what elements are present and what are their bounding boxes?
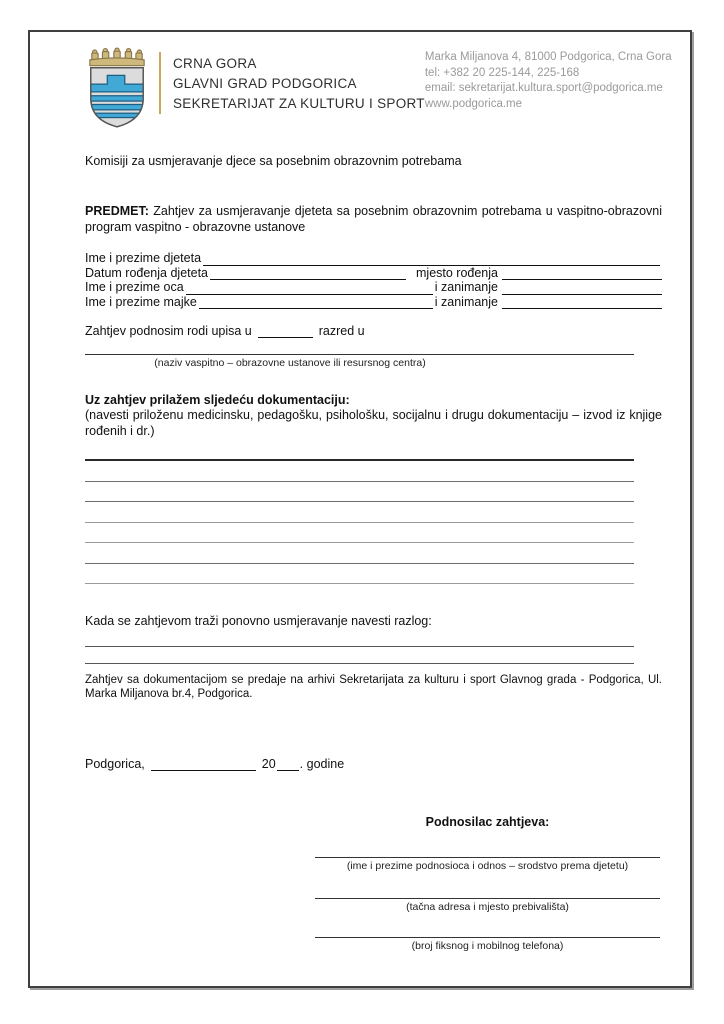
blank-line [85,523,634,544]
signature-block-name [315,857,660,872]
enrollment-text-end: razred u [318,324,365,338]
subject-label: PREDMET: [85,204,149,218]
signature-name-blank [315,857,660,858]
field-row-birth [85,266,662,281]
personal-data-fields [85,251,662,309]
father-name-blank [186,282,433,295]
org-line-country: CRNA GORA [173,56,257,71]
header-divider [159,52,161,114]
signature-phone-caption: (broj fiksnog i mobilnog telefona) [411,940,564,952]
blank-line [85,447,634,461]
documentation-blank-lines [85,447,634,584]
birth-place-label: mjesto rođenja [416,265,498,280]
document-page [28,30,692,988]
child-name-blank [203,253,660,266]
mother-name-blank [199,296,433,309]
contact-phone: tel: +382 20 225-144, 225-168 [424,66,580,79]
signature-area [315,815,660,952]
enrollment-sentence [85,324,662,338]
contact-address: Marka Miljanova 4, 81000 Podgorica, Crna Gora [424,51,672,63]
signature-block-phone [315,937,660,952]
signature-address-blank [315,898,660,899]
signature-name-caption: (ime i prezime podnosioca i odnos – srodstvo prema djetetu) [346,860,629,872]
contact-website: www.podgorica.me [424,97,523,110]
blank-line [85,482,634,503]
date-blank [151,758,256,771]
date-century-label: 20 [261,757,276,771]
father-occupation-label: i zanimanje [434,280,498,294]
org-line-city: GLAVNI GRAD PODGORICA [173,76,357,91]
date-city-label: Podgorica, [85,757,145,771]
signature-address-caption: (tačna adresa i mjesto prebivališta) [406,901,569,913]
mother-name-label: Ime i prezime majke [85,294,197,309]
field-row-child-name [85,251,662,266]
org-line-secretariat: SEKRETARIJAT ZA KULTURU I SPORT [173,96,425,111]
field-row-father [85,280,662,295]
father-occupation-blank [502,282,662,295]
blank-line [85,564,634,585]
birth-date-label: Datum rođenja djeteta [85,265,208,280]
field-row-mother [85,295,662,310]
child-name-label: Ime i prezime djeteta [85,251,202,265]
blank-line [85,630,634,647]
contact-email: email: sekretarijat.kultura.sport@podgorica.me [424,82,663,94]
year-blank [277,758,299,771]
recipient-line: Komisiji za usmjeravanje djece sa posebnim obrazovnim potrebama [85,154,462,168]
father-name-label: Ime i prezime oca [85,280,184,294]
signature-heading: Podnosilac zahtjeva: [425,815,550,829]
mother-occupation-blank [502,296,662,309]
subject-paragraph [85,204,662,235]
date-suffix-label: . godine [299,757,345,771]
documentation-instructions: (navesti priloženu medicinsku, pedagošku, psihološku, socijalnu i drugu dokumentaciju – izvod iz knjige rođenih i dr.) [85,408,662,438]
submission-note: Zahtjev sa dokumentacijom se predaje na arhivi Sekretarijata za kulturu i sport Glavnog grada - Podgorica, Ul. Marka Miljanova br.4, Podgorica. [85,674,662,700]
signature-phone-blank [315,937,660,938]
contact-block [425,50,672,112]
documentation-heading: Uz zahtjev prilažem sljedeću dokumentaciju: [85,393,350,407]
institution-caption: (naziv vaspitno – obrazovne ustanove ili resursnog centra) [154,357,426,369]
blank-line [85,461,634,482]
birth-date-blank [210,267,406,280]
blank-line [85,647,634,664]
enrollment-text-start: Zahtjev podnosim rodi upisa u [85,324,252,338]
signature-block-address [315,898,660,913]
letterhead [85,46,672,130]
institution-blank-line [85,354,634,355]
date-line [85,757,662,771]
reason-blank-lines [85,630,634,664]
blank-line [85,543,634,564]
grade-blank [258,325,313,338]
coat-of-arms-logo [85,46,149,130]
org-name-block [173,54,425,114]
birth-place-blank [502,267,662,280]
blank-line [85,502,634,523]
reason-heading: Kada se zahtjevom traži ponovno usmjeravanje navesti razlog: [85,614,432,628]
mother-occupation-label: i zanimanje [434,294,498,309]
subject-text: Zahtjev za usmjeravanje djeteta sa posebnim obrazovnim potrebama u vaspitno-obrazovni program vaspitno - obrazovne ustanove [85,204,662,234]
